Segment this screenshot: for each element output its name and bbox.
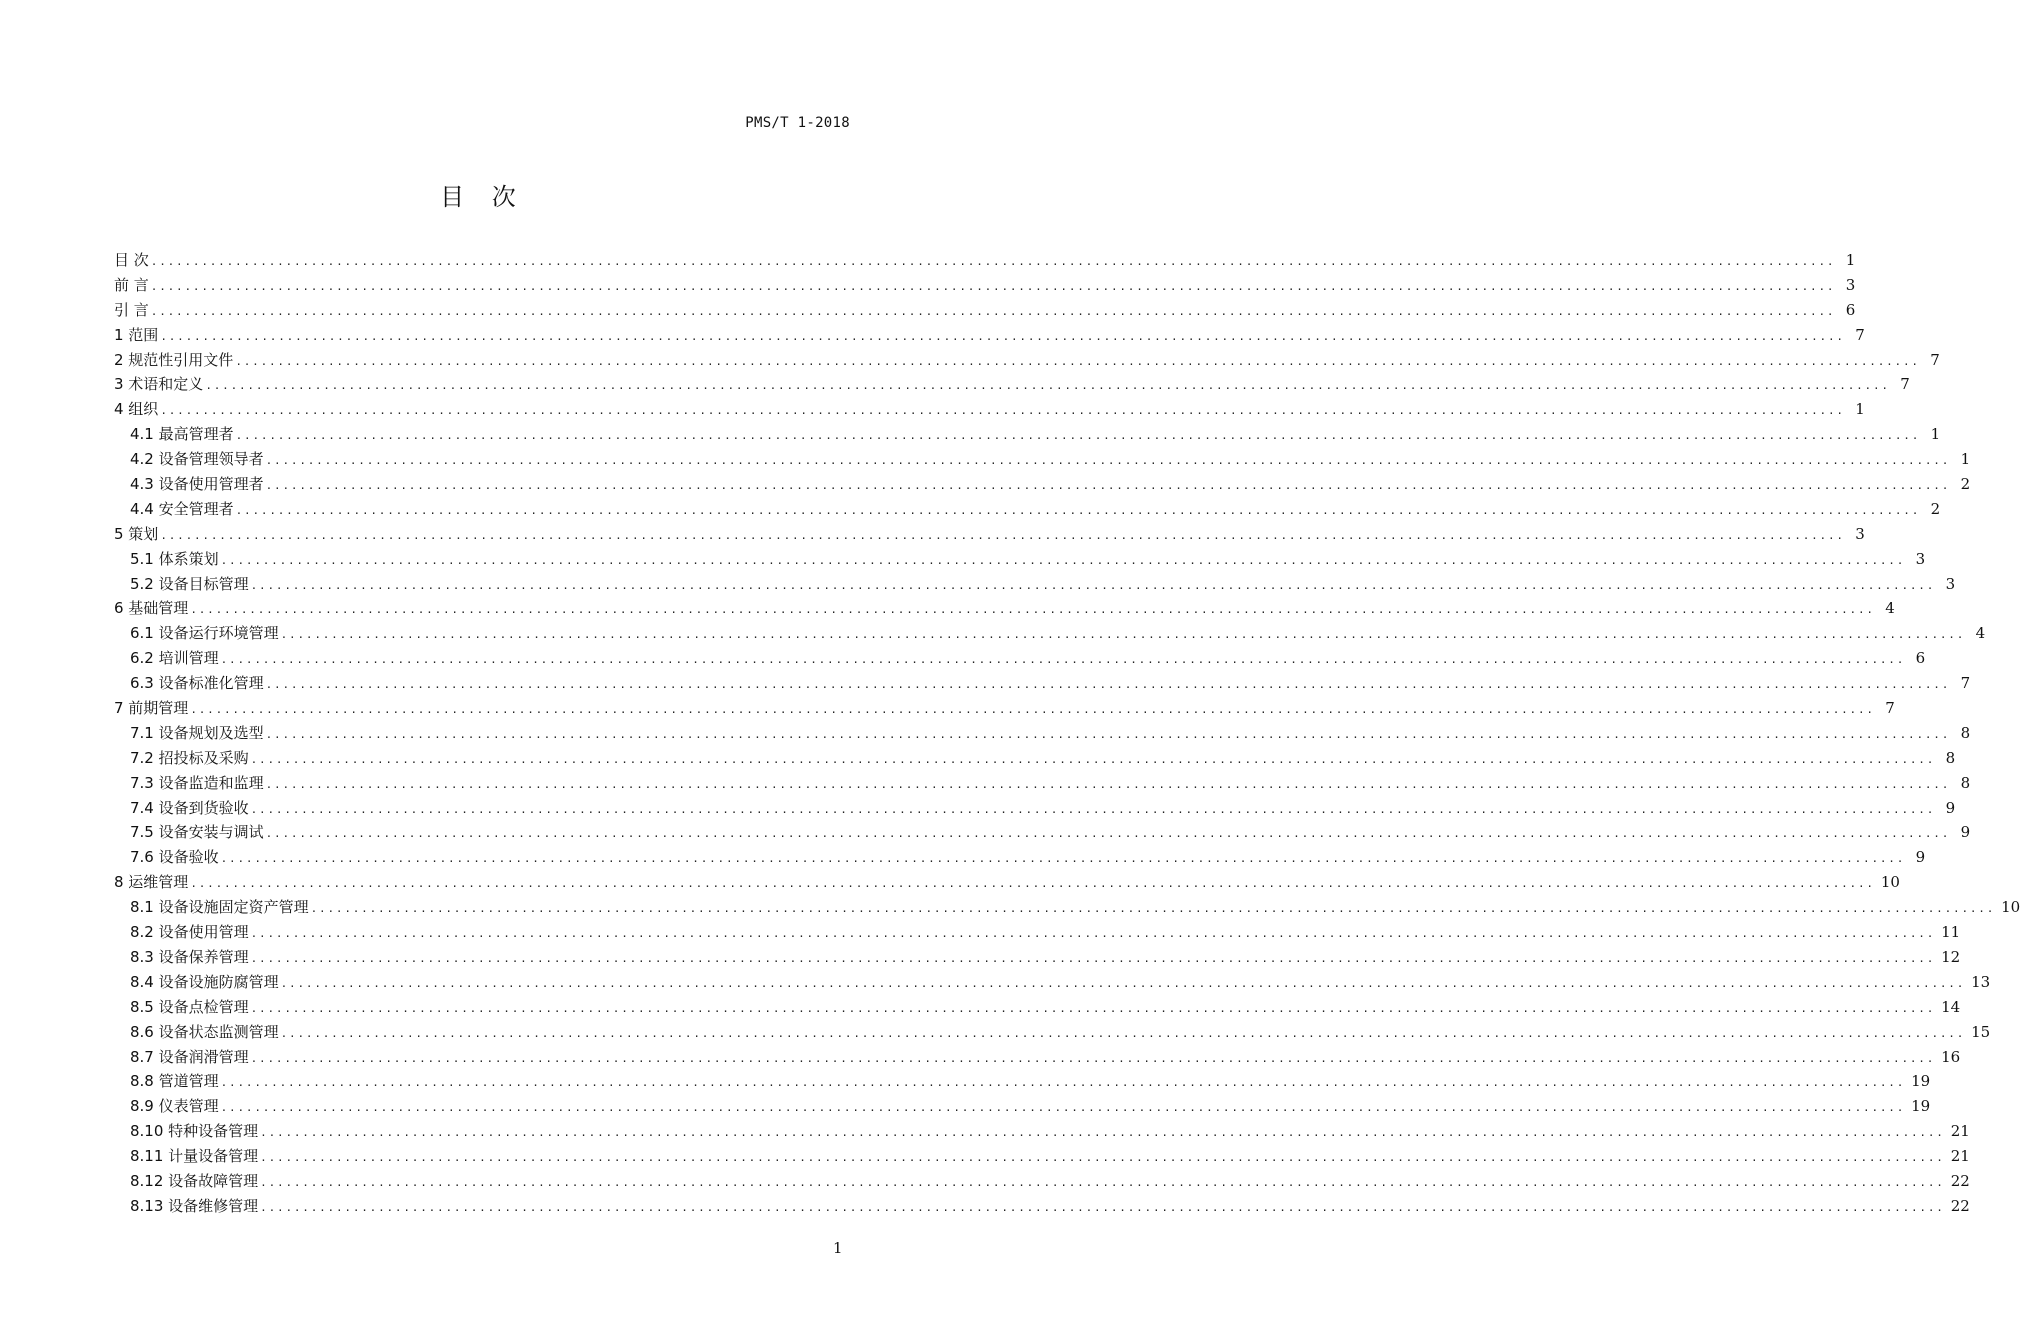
toc-entry-page: 1 [1855, 400, 1865, 419]
toc-entry[interactable] [114, 1195, 1970, 1220]
toc-entry-page: 1 [1930, 425, 1941, 444]
toc-entry-label: 3 术语和定义 [114, 375, 204, 394]
toc-entry-label: 6.2 培训管理 [130, 649, 219, 668]
toc-entry-page: 19 [1911, 1072, 1931, 1091]
toc-entry-page: 19 [1911, 1097, 1931, 1116]
toc-dot-leader: ........................................................................................................................................................................................................ [160, 404, 1845, 418]
toc-entry-page: 21 [1950, 1147, 1970, 1166]
toc-entry[interactable] [114, 846, 1926, 871]
toc-entry-page: 2 [1960, 475, 1971, 494]
toc-entry[interactable] [114, 249, 1856, 274]
toc-entry-page: 4 [1975, 624, 1986, 643]
toc-entry-page: 8 [1945, 748, 1956, 767]
toc-dot-leader: ........................................................................................................................................................................................................ [190, 603, 1875, 617]
toc-entry-page: 21 [1950, 1122, 1970, 1141]
toc-entry-label: 8.11 计量设备管理 [130, 1147, 259, 1166]
toc-entry[interactable] [114, 971, 1991, 996]
toc-entry-label: 8.6 设备状态监测管理 [130, 1022, 279, 1041]
toc-entry[interactable] [114, 1120, 1970, 1145]
toc-entry-label: 8.3 设备保养管理 [130, 947, 249, 966]
toc-dot-leader: ........................................................................................................................................................................................................ [280, 1026, 1966, 1040]
toc-entry-label: 引 言 [114, 300, 149, 319]
toc-entry-label: 8.13 设备维修管理 [130, 1196, 259, 1215]
toc-entry-label: 7.6 设备验收 [130, 848, 219, 867]
toc-entry[interactable] [114, 523, 1865, 548]
toc-entry[interactable] [114, 1021, 1991, 1046]
toc-entry-label: 6 基础管理 [114, 599, 189, 618]
toc-entry-label: 5.1 体系策划 [130, 549, 219, 568]
toc-entry[interactable] [114, 722, 1971, 747]
toc-entry-label: 4.4 安全管理者 [130, 499, 234, 518]
toc-entry-page: 6 [1915, 649, 1926, 668]
toc-entry-label: 4.2 设备管理领导者 [130, 450, 264, 469]
toc-entry-label: 7.5 设备安装与调试 [130, 823, 264, 842]
toc-entry-label: 8.2 设备使用管理 [130, 923, 249, 942]
toc-dot-leader: ........................................................................................................................................................................................................ [160, 528, 1845, 542]
toc-entry[interactable] [114, 1046, 1961, 1071]
toc-entry[interactable] [114, 946, 1961, 971]
toc-entry[interactable] [114, 871, 1900, 896]
toc-dot-leader: ........................................................................................................................................................................................................ [250, 802, 1936, 816]
page-number: 1 [833, 1239, 843, 1257]
toc-entry[interactable] [114, 324, 1865, 349]
toc-entry[interactable] [114, 548, 1926, 573]
toc-entry-label: 目 次 [114, 251, 149, 269]
toc-entry-label: 4 组织 [114, 400, 159, 419]
toc-entry[interactable] [114, 622, 1986, 647]
toc-entry-page: 22 [1950, 1171, 1970, 1190]
toc-dot-leader: ........................................................................................................................................................................................................ [260, 1126, 1945, 1140]
toc-dot-leader: ........................................................................................................................................................................................................ [250, 578, 1936, 592]
toc-dot-leader: ........................................................................................................................................................................................................ [250, 927, 1936, 941]
toc-dot-leader: ........................................................................................................................................................................................................ [220, 1076, 1906, 1090]
toc-entry-label: 7.4 设备到货验收 [130, 798, 249, 817]
toc-dot-leader: ........................................................................................................................................................................................................ [280, 976, 1966, 990]
toc-entry[interactable] [114, 647, 1926, 672]
toc-entry-page: 14 [1941, 997, 1961, 1016]
toc-entry-page: 12 [1941, 947, 1961, 966]
toc-entry-label: 8.7 设备润滑管理 [130, 1047, 249, 1066]
toc-dot-leader: ........................................................................................................................................................................................................ [265, 827, 1951, 841]
toc-entry[interactable] [114, 896, 2020, 921]
toc-entry-label: 6.1 设备运行环境管理 [130, 624, 279, 643]
toc-entry[interactable] [114, 373, 1910, 398]
toc-dot-leader: ........................................................................................................................................................................................................ [250, 1051, 1936, 1065]
toc-entry[interactable] [114, 274, 1856, 299]
toc-dot-leader: ........................................................................................................................................................................................................ [265, 777, 1951, 791]
toc-entry-page: 16 [1941, 1047, 1961, 1066]
toc-entry[interactable] [114, 299, 1856, 324]
toc-entry-page: 7 [1900, 375, 1910, 394]
toc-entry-label: 前 言 [114, 275, 149, 294]
toc-entry-page: 3 [1915, 549, 1926, 568]
toc-entry[interactable] [114, 423, 1941, 448]
toc-dot-leader: ........................................................................................................................................................................................................ [220, 852, 1906, 866]
toc-entry-page: 3 [1855, 524, 1865, 543]
toc-dot-leader: ........................................................................................................................................................................................................ [235, 503, 1921, 517]
toc-entry[interactable] [114, 1145, 1970, 1170]
toc-entry[interactable] [114, 797, 1956, 822]
toc-entry-label: 8.12 设备故障管理 [130, 1171, 259, 1190]
toc-entry[interactable] [114, 349, 1940, 374]
toc-entry[interactable] [114, 448, 1971, 473]
toc-entry-page: 9 [1960, 823, 1971, 842]
toc-dot-leader: ........................................................................................................................................................................................................ [150, 279, 1836, 293]
toc-entry-label: 8.1 设备设施固定资产管理 [130, 898, 309, 917]
toc-entry-page: 10 [1880, 873, 1900, 892]
toc-entry-label: 2 规范性引用文件 [114, 350, 234, 369]
toc-entry-page: 4 [1885, 599, 1895, 618]
toc-entry-page: 11 [1941, 923, 1961, 942]
toc-dot-leader: ........................................................................................................................................................................................................ [310, 902, 1996, 916]
toc-dot-leader: ........................................................................................................................................................................................................ [220, 1101, 1906, 1115]
toc-entry-page: 9 [1945, 798, 1956, 817]
toc-entry[interactable] [114, 921, 1961, 946]
toc-entry[interactable] [114, 597, 1895, 622]
toc-entry-label: 1 范围 [114, 325, 159, 344]
toc-entry-label: 7 前期管理 [114, 699, 189, 718]
toc-entry[interactable] [114, 573, 1956, 598]
toc-entry[interactable] [114, 498, 1941, 523]
toc-dot-leader: ........................................................................................................................................................................................................ [150, 304, 1836, 318]
toc-entry[interactable] [114, 1170, 1970, 1195]
toc-entry-label: 4.1 最高管理者 [130, 425, 234, 444]
toc-dot-leader: ........................................................................................................................................................................................................ [265, 727, 1951, 741]
toc-entry-page: 1 [1845, 251, 1856, 269]
toc-entry-page: 9 [1915, 848, 1926, 867]
toc-entry[interactable] [114, 1095, 1931, 1120]
toc-entry-label: 7.1 设备规划及选型 [130, 723, 264, 742]
page-title: 目 次 [440, 183, 526, 211]
toc-entry-label: 7.3 设备监造和监理 [130, 773, 264, 792]
toc-dot-leader: ........................................................................................................................................................................................................ [235, 354, 1920, 368]
toc-entry-page: 7 [1855, 325, 1865, 344]
toc-entry-page: 7 [1885, 699, 1895, 718]
toc-entry-page: 2 [1930, 499, 1941, 518]
toc-dot-leader: ........................................................................................................................................................................................................ [190, 877, 1875, 891]
toc-dot-leader: ........................................................................................................................................................................................................ [260, 1200, 1945, 1214]
toc-entry-page: 13 [1971, 972, 1991, 991]
toc-entry-label: 7.2 招投标及采购 [130, 748, 249, 767]
toc-dot-leader: ........................................................................................................................................................................................................ [265, 678, 1951, 692]
toc-dot-leader: ........................................................................................................................................................................................................ [220, 653, 1906, 667]
toc-entry-label: 5.2 设备目标管理 [130, 574, 249, 593]
toc-dot-leader: ........................................................................................................................................................................................................ [205, 379, 1890, 393]
toc-dot-leader: ........................................................................................................................................................................................................ [160, 329, 1845, 343]
toc-entry[interactable] [114, 398, 1865, 423]
toc-entry-page: 3 [1945, 574, 1956, 593]
toc-entry-label: 8.8 管道管理 [130, 1072, 219, 1091]
toc-entry-page: 3 [1845, 275, 1856, 294]
toc-entry-page: 1 [1960, 450, 1971, 469]
toc-entry-page: 22 [1950, 1196, 1970, 1215]
toc-entry-page: 7 [1930, 350, 1940, 369]
toc-entry[interactable] [114, 996, 1961, 1021]
toc-entry-page: 15 [1971, 1022, 1991, 1041]
toc-entry[interactable] [114, 747, 1956, 772]
table-of-contents [114, 249, 2020, 1220]
toc-entry-page: 8 [1960, 723, 1971, 742]
toc-entry[interactable] [114, 672, 1971, 697]
toc-dot-leader: ........................................................................................................................................................................................................ [265, 479, 1951, 493]
toc-entry-label: 8.4 设备设施防腐管理 [130, 972, 279, 991]
toc-dot-leader: ........................................................................................................................................................................................................ [220, 553, 1906, 567]
toc-dot-leader: ........................................................................................................................................................................................................ [250, 1001, 1936, 1015]
toc-entry[interactable] [114, 697, 1895, 722]
toc-entry-page: 8 [1960, 773, 1971, 792]
toc-entry-page: 10 [2001, 898, 2020, 917]
toc-entry-label: 8 运维管理 [114, 873, 189, 892]
toc-entry[interactable] [114, 1070, 1931, 1095]
toc-dot-leader: ........................................................................................................................................................................................................ [250, 752, 1936, 766]
toc-dot-leader: ........................................................................................................................................................................................................ [260, 1151, 1945, 1165]
toc-dot-leader: ........................................................................................................................................................................................................ [190, 703, 1875, 717]
document-code: PMS/T 1-2018 [745, 115, 850, 131]
toc-entry-label: 8.10 特种设备管理 [130, 1122, 259, 1141]
toc-dot-leader: ........................................................................................................................................................................................................ [260, 1175, 1945, 1189]
toc-entry-label: 4.3 设备使用管理者 [130, 475, 264, 494]
toc-entry-label: 6.3 设备标准化管理 [130, 674, 264, 693]
toc-entry-page: 6 [1845, 300, 1856, 319]
toc-dot-leader: ........................................................................................................................................................................................................ [150, 255, 1836, 268]
toc-dot-leader: ........................................................................................................................................................................................................ [250, 951, 1936, 965]
toc-entry[interactable] [114, 821, 1971, 846]
toc-dot-leader: ........................................................................................................................................................................................................ [235, 429, 1921, 443]
toc-entry[interactable] [114, 473, 1971, 498]
toc-entry[interactable] [114, 772, 1971, 797]
toc-dot-leader: ........................................................................................................................................................................................................ [265, 454, 1951, 468]
toc-entry-page: 7 [1960, 674, 1971, 693]
toc-entry-label: 5 策划 [114, 524, 159, 543]
toc-entry-label: 8.9 仪表管理 [130, 1097, 219, 1116]
toc-dot-leader: ........................................................................................................................................................................................................ [280, 628, 1966, 642]
toc-entry-label: 8.5 设备点检管理 [130, 997, 249, 1016]
